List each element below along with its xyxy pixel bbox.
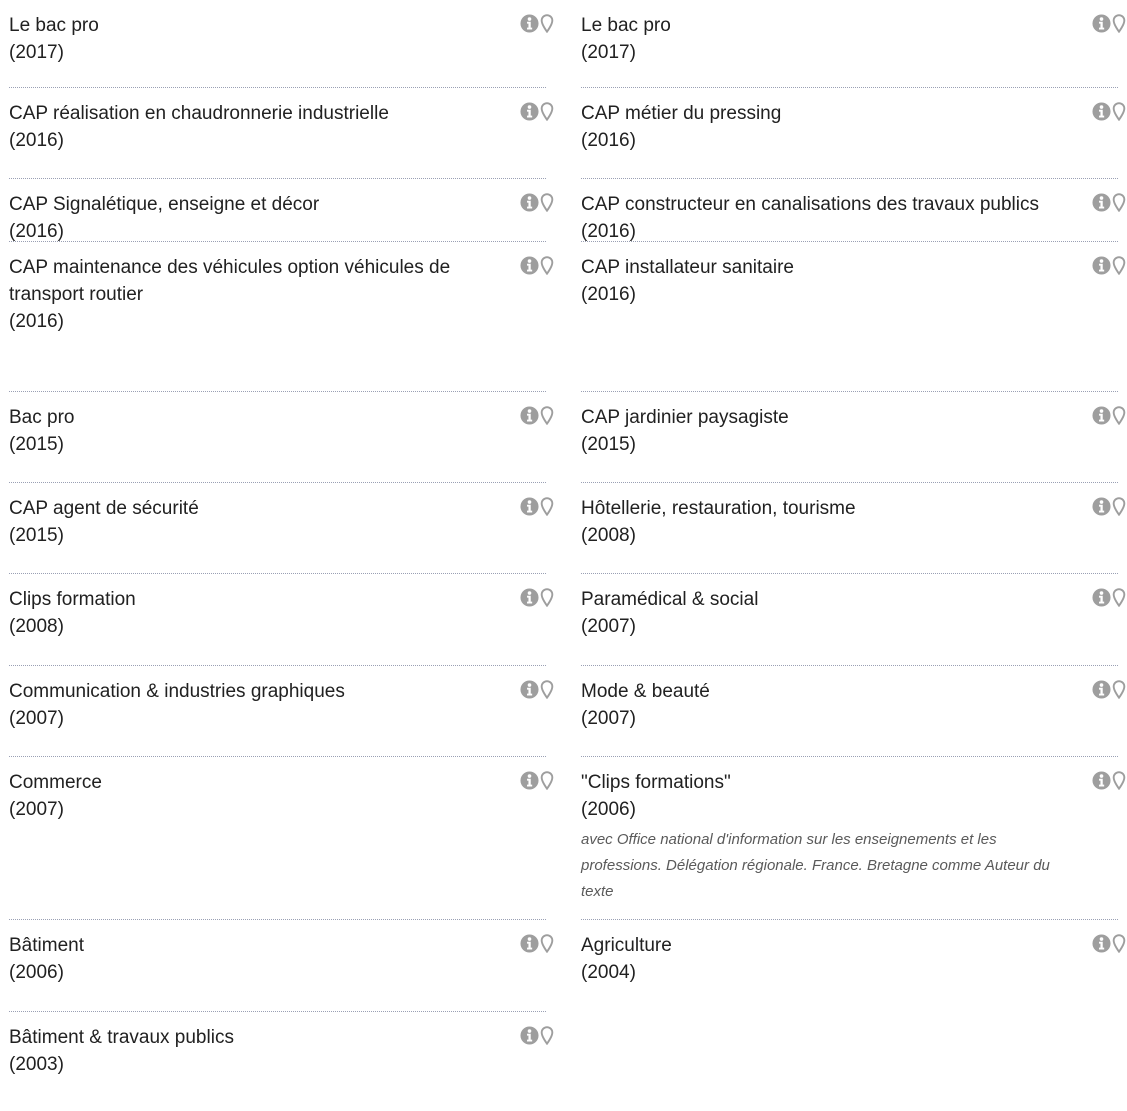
list-item [581, 920, 1118, 1012]
item-title[interactable]: CAP métier du pressing [581, 103, 782, 124]
list-item [581, 179, 1118, 242]
info-circle-icon[interactable] [520, 406, 539, 425]
map-pin-icon[interactable] [540, 497, 554, 516]
item-title[interactable]: Hôtellerie, restauration, tourisme [581, 498, 856, 519]
item-year: (2003) [9, 1054, 64, 1075]
map-pin-icon[interactable] [1112, 934, 1126, 953]
item-year: (2006) [9, 962, 64, 983]
info-circle-icon[interactable] [1092, 771, 1111, 790]
item-title[interactable]: Clips formation [9, 589, 136, 610]
results-column-right [581, 0, 1118, 1012]
item-title[interactable]: Bâtiment & travaux publics [9, 1027, 234, 1048]
item-title[interactable]: Mode & beauté [581, 681, 710, 702]
map-pin-icon[interactable] [540, 193, 554, 212]
item-year: (2016) [9, 311, 64, 332]
list-item [581, 483, 1118, 574]
item-year: (2016) [581, 130, 636, 151]
item-year: (2007) [581, 708, 636, 729]
item-year: (2015) [9, 434, 64, 455]
map-pin-icon[interactable] [1112, 497, 1126, 516]
map-pin-icon[interactable] [1112, 680, 1126, 699]
item-title[interactable]: Agriculture [581, 935, 672, 956]
list-item [9, 574, 546, 666]
map-pin-icon[interactable] [540, 934, 554, 953]
item-title[interactable]: "Clips formations" [581, 772, 731, 793]
map-pin-icon[interactable] [1112, 193, 1126, 212]
item-year: (2017) [9, 42, 64, 63]
item-title[interactable]: Bâtiment [9, 935, 84, 956]
item-year: (2004) [581, 962, 636, 983]
info-circle-icon[interactable] [520, 1026, 539, 1045]
map-pin-icon[interactable] [1112, 771, 1126, 790]
info-circle-icon[interactable] [520, 193, 539, 212]
list-item [581, 0, 1118, 88]
list-item [9, 242, 546, 392]
map-pin-icon[interactable] [1112, 256, 1126, 275]
item-title[interactable]: Commerce [9, 772, 102, 793]
item-year: (2007) [581, 616, 636, 637]
map-pin-icon[interactable] [540, 14, 554, 33]
info-circle-icon[interactable] [1092, 934, 1111, 953]
map-pin-icon[interactable] [1112, 406, 1126, 425]
info-circle-icon[interactable] [1092, 588, 1111, 607]
item-title[interactable]: CAP jardinier paysagiste [581, 407, 789, 428]
info-circle-icon[interactable] [1092, 680, 1111, 699]
item-year: (2016) [9, 221, 64, 242]
item-title[interactable]: Bac pro [9, 407, 75, 428]
results-grid [9, 0, 1127, 1111]
item-year: (2007) [9, 799, 64, 820]
list-item [9, 666, 546, 757]
list-item [581, 392, 1118, 483]
item-year: (2016) [9, 130, 64, 151]
info-circle-icon[interactable] [520, 588, 539, 607]
list-item [581, 757, 1118, 920]
info-circle-icon[interactable] [520, 256, 539, 275]
map-pin-icon[interactable] [540, 102, 554, 121]
item-title[interactable]: CAP installateur sanitaire [581, 257, 794, 278]
item-title[interactable]: CAP constructeur en canalisations des travaux publics [581, 194, 1040, 215]
info-circle-icon[interactable] [1092, 102, 1111, 121]
info-circle-icon[interactable] [1092, 406, 1111, 425]
item-year: (2016) [581, 284, 636, 305]
map-pin-icon[interactable] [540, 588, 554, 607]
list-item [581, 666, 1118, 757]
list-item [9, 1012, 546, 1098]
map-pin-icon[interactable] [540, 680, 554, 699]
map-pin-icon[interactable] [1112, 588, 1126, 607]
map-pin-icon[interactable] [1112, 14, 1126, 33]
item-year: (2007) [9, 708, 64, 729]
map-pin-icon[interactable] [540, 771, 554, 790]
info-circle-icon[interactable] [520, 497, 539, 516]
item-year: (2006) [581, 799, 636, 820]
list-item [9, 483, 546, 574]
item-title[interactable]: Paramédical & social [581, 589, 759, 610]
info-circle-icon[interactable] [1092, 14, 1111, 33]
item-year: (2015) [581, 434, 636, 455]
info-circle-icon[interactable] [1092, 256, 1111, 275]
map-pin-icon[interactable] [540, 256, 554, 275]
info-circle-icon[interactable] [1092, 497, 1111, 516]
list-item [9, 179, 546, 242]
map-pin-icon[interactable] [540, 406, 554, 425]
item-title[interactable]: Le bac pro [581, 15, 671, 36]
item-title[interactable]: CAP agent de sécurité [9, 498, 199, 519]
list-item [581, 574, 1118, 666]
item-title[interactable]: CAP Signalétique, enseigne et décor [9, 194, 320, 215]
list-item [581, 88, 1118, 179]
item-year: (2016) [581, 221, 636, 242]
map-pin-icon[interactable] [540, 1026, 554, 1045]
item-title[interactable]: CAP réalisation en chaudronnerie industrielle [9, 103, 389, 124]
item-title[interactable]: Le bac pro [9, 15, 99, 36]
info-circle-icon[interactable] [520, 934, 539, 953]
info-circle-icon[interactable] [520, 680, 539, 699]
info-circle-icon[interactable] [520, 771, 539, 790]
item-year: (2008) [9, 616, 64, 637]
list-item [9, 920, 546, 1012]
list-item [9, 88, 546, 179]
item-title[interactable]: CAP maintenance des véhicules option véhicules de transport routier [9, 257, 451, 305]
item-year: (2015) [9, 525, 64, 546]
info-circle-icon[interactable] [520, 14, 539, 33]
list-item [9, 0, 546, 88]
item-author-note: avec Office national d'information sur les enseignements et les professions. Délégation régionale. France. Bretagne comme Auteur du texte [581, 831, 1050, 900]
list-item [9, 392, 546, 483]
item-year: (2008) [581, 525, 636, 546]
info-circle-icon[interactable] [520, 102, 539, 121]
results-column-left [9, 0, 546, 1098]
list-item [581, 242, 1118, 392]
info-circle-icon[interactable] [1092, 193, 1111, 212]
item-year: (2017) [581, 42, 636, 63]
map-pin-icon[interactable] [1112, 102, 1126, 121]
item-title[interactable]: Communication & industries graphiques [9, 681, 345, 702]
list-item [9, 757, 546, 920]
